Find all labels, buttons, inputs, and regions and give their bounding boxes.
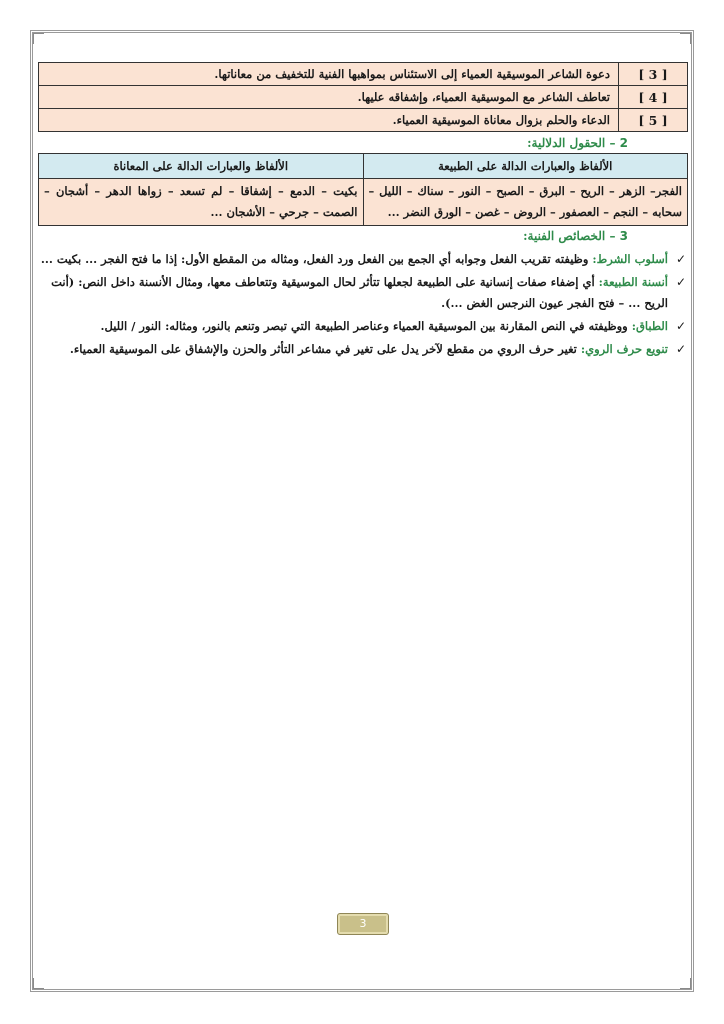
- check-mark-icon: ✓: [675, 319, 686, 333]
- objective-text: تعاطف الشاعر مع الموسيقية العمياء، وإشفاقه عليها.: [39, 86, 619, 109]
- column-header-nature: الألفاظ والعبارات الدالة على الطبيعة: [363, 154, 688, 179]
- frame-corner-ornament: [33, 978, 44, 989]
- feature-description: أي إضفاء صفات إنسانية على الطبيعة لجعلها تتأثر لحال الموسيقية وتتعاطف معها، ومثال الأنسنة داخل النص: (أنت الريح ... – فتح الفجر عيون النرجس الغض ...).: [51, 275, 668, 310]
- page-number-badge: 3: [337, 913, 389, 935]
- objective-text: الدعاء والحلم بزوال معاناة الموسيقية العمياء.: [39, 109, 619, 132]
- table-row: [39, 179, 688, 226]
- suffering-words-cell: بكيت – الدمع – إشفاقا – لم تسعد – زواها الدهر – أشجان – الصمت – جرحي – الأشجان ...: [39, 179, 364, 226]
- column-header-suffering: الألفاظ والعبارات الدالة على المعاناة: [39, 154, 364, 179]
- section-title-semantic-fields: [38, 136, 628, 150]
- feature-term: الطباق:: [631, 319, 668, 333]
- objective-text: دعوة الشاعر الموسيقية العمياء إلى الاستئناس بمواهبها الفنية للتخفيف من معاناتها.: [39, 63, 619, 86]
- section-heading: – الحقول الدلالية:: [527, 136, 616, 150]
- frame-corner-ornament: [680, 33, 691, 44]
- list-item: [38, 272, 688, 314]
- section-number: 2: [619, 136, 628, 150]
- section-heading: – الخصائص الفنية:: [523, 229, 616, 243]
- list-item: [38, 316, 688, 337]
- table-header-row: [39, 154, 688, 179]
- objective-row: [39, 109, 688, 132]
- check-mark-icon: ✓: [675, 252, 686, 266]
- features-list: [38, 249, 688, 360]
- list-item: [38, 249, 688, 270]
- objectives-table: [38, 62, 688, 132]
- objective-number: [ 4 ]: [619, 86, 688, 109]
- check-mark-icon: ✓: [675, 275, 686, 289]
- objective-row: [39, 63, 688, 86]
- feature-term: تنويع حرف الروي:: [580, 342, 668, 356]
- feature-term: أسلوب الشرط:: [592, 252, 668, 266]
- list-item: [38, 339, 688, 360]
- section-number: 3: [619, 229, 628, 243]
- objective-number: [ 3 ]: [619, 63, 688, 86]
- nature-words-cell: الفجر– الزهر – الريح – البرق – الصبح – النور – سناك – الليل – سحابه – النجم – العصفور – الروض – غصن – الورق النضر ...: [363, 179, 688, 226]
- feature-term: أنسنة الطبيعة:: [598, 275, 668, 289]
- semantic-fields-table: [38, 153, 688, 226]
- feature-description: ووظيفته في النص المقارنة بين الموسيقية العمياء وعناصر الطبيعة التي تبصر وتنعم بالنور، ومثاله: النور / الليل.: [100, 319, 632, 333]
- document-content: [38, 62, 688, 362]
- check-mark-icon: ✓: [675, 342, 686, 356]
- section-title-artistic-features: [38, 229, 628, 243]
- frame-corner-ornament: [33, 33, 44, 44]
- objective-number: [ 5 ]: [619, 109, 688, 132]
- feature-description: تغير حرف الروي من مقطع لآخر يدل على تغير في مشاعر التأثر والحزن والإشفاق على الموسيقية العمياء.: [69, 342, 581, 356]
- frame-corner-ornament: [680, 978, 691, 989]
- feature-description: وظيفته تقريب الفعل وجوابه أي الجمع بين الفعل ورد الفعل، ومثاله من المقطع الأول: إذا ما فتح الفجر ... بكيت ...: [40, 252, 593, 266]
- objective-row: [39, 86, 688, 109]
